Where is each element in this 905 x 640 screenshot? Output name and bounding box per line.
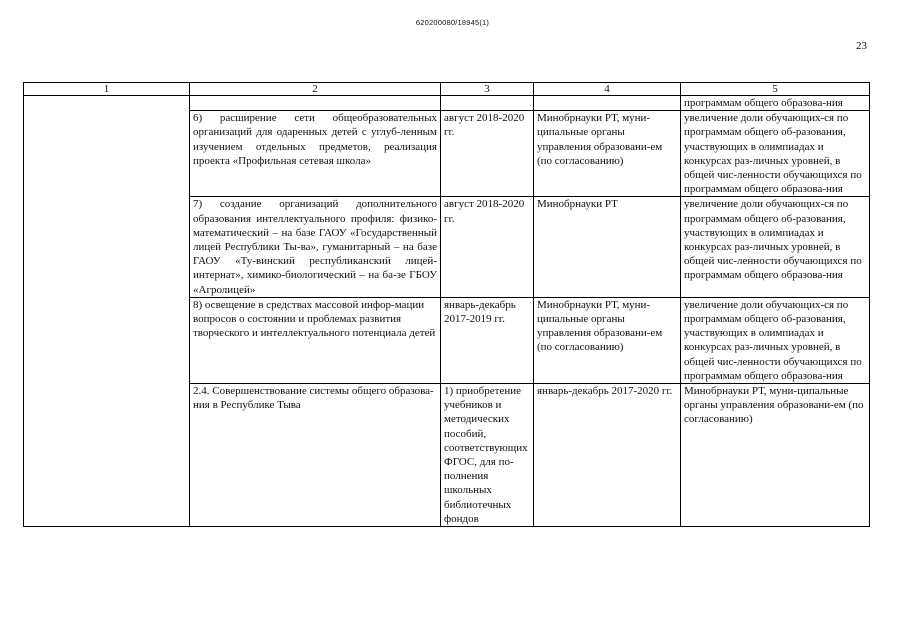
column-number-2: 2 (190, 83, 441, 96)
column-number-row (24, 83, 870, 96)
indicator-cell (681, 197, 870, 297)
activity-cell (190, 197, 441, 297)
indicator-text: увеличение доли обучающих-ся по программам общего об-разования, участвующих в олимпиадах и конкурсах раз-личных уровней, в общей чис-ленности обучающихся по программам общего образова-ния (684, 112, 862, 196)
activity-cell-empty (190, 96, 441, 111)
executor-text: Минобрнауки РТ (537, 198, 618, 211)
activity-text: 6) расширение сети общеобразовательных организаций для одаренных детей с углуб-ленным изучением отдельных предметов, реализация проекта «Профильная сетевая школа» (193, 112, 437, 167)
activity-cell (190, 111, 441, 197)
task-cell (190, 384, 441, 527)
plan-table (23, 82, 870, 527)
activity-text: 1) приобретение учебников и методических пособий, соответствующих ФГОС, для по-полнения школьных библиотечных фондов (444, 385, 528, 525)
indicator-text: увеличение доли обучающих-ся по программам общего об-разования, участвующих в олимпиадах и конкурсах раз-личных уровней, в общей чис-ленности обучающихся по программам общего образова-ния (684, 298, 862, 382)
indicator-cell (681, 96, 870, 111)
task-text: 2.4. Совершенствование системы общего образова-ния в Республике Тыва (193, 385, 434, 412)
indicator-text: увеличение доли обучающих-ся по программам общего об-разования, участвующих в олимпиадах и конкурсах раз-личных уровней, в общей чис-ленности обучающихся по программам общего образова-ния (684, 198, 862, 282)
executor-cell-empty (534, 96, 681, 111)
period-cell (441, 197, 534, 297)
executor-cell (534, 297, 681, 383)
task-cell-empty (24, 96, 190, 527)
executor-text: Минобрнауки РТ, муни-ципальные органы управления образовани-ем (по согласованию) (537, 112, 663, 167)
period-text: январь-декабрь 2017-2019 гг. (444, 298, 516, 326)
executor-text: Минобрнауки РТ, муни-ципальные органы управления образовани-ем (по согласованию) (684, 385, 864, 426)
period-cell-empty (441, 96, 534, 111)
column-number-4: 4 (534, 83, 681, 96)
activity-cell (441, 384, 534, 527)
column-number-5: 5 (681, 83, 870, 96)
executor-cell (534, 197, 681, 297)
executor-cell (534, 111, 681, 197)
executor-text: Минобрнауки РТ, муни-ципальные органы управления образовани-ем (по согласованию) (537, 298, 663, 354)
indicator-cell (681, 297, 870, 383)
document-id: 620200080/18945(1) (415, 18, 490, 27)
activity-text: 7) создание организаций дополнительного образования интеллектуального профиля: физико-математический – на базе ГАОУ «Государственный лицей Республики Ты-ва», гуманитарный – на базе ГАОУ «Ту-винский республиканский лицей-интернат», химико-биологический – на ба-зе ГБОУ «Агролицей» (193, 198, 437, 296)
activity-text: 8) освещение в средствах массовой инфор-мации вопросов о состоянии и проблемах развития творческого и интеллектуального потенциала детей (193, 298, 436, 340)
column-number-3: 3 (441, 83, 534, 96)
indicator-text: программам общего образова-ния (684, 97, 843, 109)
page-number: 23 (856, 40, 867, 52)
executor-cell (681, 384, 870, 527)
indicator-cell (681, 111, 870, 197)
period-cell (441, 111, 534, 197)
column-number-1: 1 (24, 83, 190, 96)
period-cell (534, 384, 681, 527)
period-text: январь-декабрь 2017-2020 гг. (537, 385, 673, 398)
period-cell (441, 297, 534, 383)
continuation-row (24, 96, 870, 111)
period-text: август 2018-2020 гг. (444, 198, 525, 225)
period-text: август 2018-2020 гг. (444, 112, 525, 139)
activity-cell (190, 297, 441, 383)
